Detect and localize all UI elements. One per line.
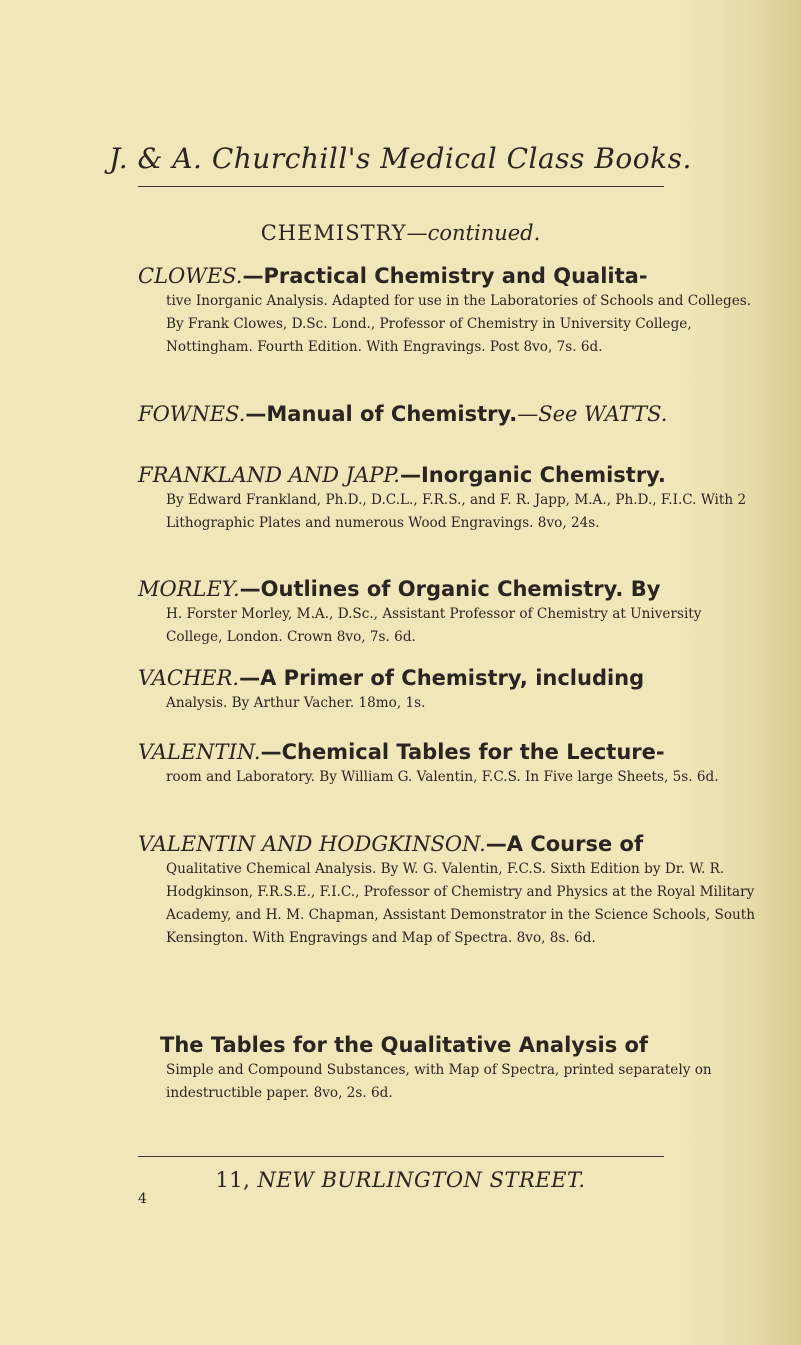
entry-description: By Edward Frankland, Ph.D., D.C.L., F.R.S., and F. R. Japp, M.A., Ph.D., F.I.C. With 2 Lithographic Plates and numerous Wood Engravings. 8vo, 24s. — [166, 492, 747, 531]
page-number: 4 — [138, 1191, 147, 1207]
entry-cross-reference: —See WATTS. — [517, 402, 668, 426]
entry-description: tive Inorganic Analysis. Adapted for use in the Laboratories of Schools and Colleges. By Frank Clowes, D.Sc. Lond., Professor of Chemistry in University College, Nottingham. Fourth Edition. With Engravings. Post 8vo, 7s. 6d. — [166, 293, 752, 355]
entry-title: —Practical Chemistry and Qualita- — [242, 264, 648, 288]
entry-description: H. Forster Morley, M.A., D.Sc., Assistant Professor of Chemistry at University College, London. Crown 8vo, 7s. 6d. — [166, 606, 702, 645]
section-name: CHEMISTRY — [260, 221, 407, 245]
section-continued: —continued. — [406, 221, 541, 245]
entry-title: —Manual of Chemistry. — [245, 402, 518, 426]
entry-author: FRANKLAND AND JAPP. — [138, 463, 400, 487]
page-footer — [0, 1168, 801, 1192]
entry-qualitative-tables — [138, 1031, 756, 1105]
entry-title: —Inorganic Chemistry. — [399, 463, 666, 487]
entry-author: MORLEY. — [138, 577, 240, 601]
entry-author: FOWNES. — [138, 402, 246, 426]
entry-author: VALENTIN AND HODGKINSON. — [138, 832, 486, 856]
entry-description: Analysis. By Arthur Vacher. 18mo, 1s. — [166, 695, 426, 711]
entry-description: Qualitative Chemical Analysis. By W. G. Valentin, F.C.S. Sixth Edition by Dr. W. R. Hodgkinson, F.R.S.E., F.I.C., Professor of Chemistry and Physics at the Royal Military Academy, and H. M. Chapman, Assistant Demonstrator in the Science Schools, South Kensington. With Engravings and Map of Spectra. 8vo, 8s. 6d. — [166, 861, 756, 946]
entry-valentin-hodgkinson — [138, 830, 756, 950]
entry-title: —A Primer of Chemistry, including — [239, 666, 645, 690]
entry-title: —Outlines of Organic Chemistry. By — [239, 577, 661, 601]
entry-title: —Chemical Tables for the Lecture- — [260, 740, 665, 764]
footer-street: NEW BURLINGTON STREET. — [257, 1168, 586, 1192]
entry-clowes — [138, 262, 756, 359]
entry-author: VALENTIN. — [138, 740, 261, 764]
entry-author: VACHER. — [138, 666, 240, 690]
entry-description: room and Laboratory. By William G. Valentin, F.C.S. In Five large Sheets, 5s. 6d. — [166, 769, 719, 785]
entry-morley — [138, 575, 756, 649]
entry-title: The Tables for the Qualitative Analysis of — [160, 1033, 649, 1057]
section-title — [0, 221, 801, 245]
header-rule — [138, 186, 664, 187]
entry-title: —A Course of — [485, 832, 644, 856]
footer-number: 11, — [215, 1168, 251, 1192]
page-header: J. & A. Churchill's Medical Class Books. — [109, 142, 692, 175]
entry-fownes — [138, 400, 756, 428]
entry-valentin — [138, 738, 756, 789]
entry-vacher — [138, 664, 756, 715]
entry-author: CLOWES. — [138, 264, 243, 288]
entry-description: Simple and Compound Substances, with Map of Spectra, printed separately on indestructible paper. 8vo, 2s. 6d. — [166, 1062, 712, 1101]
footer-rule — [138, 1156, 664, 1157]
entry-frankland-japp — [138, 461, 756, 535]
